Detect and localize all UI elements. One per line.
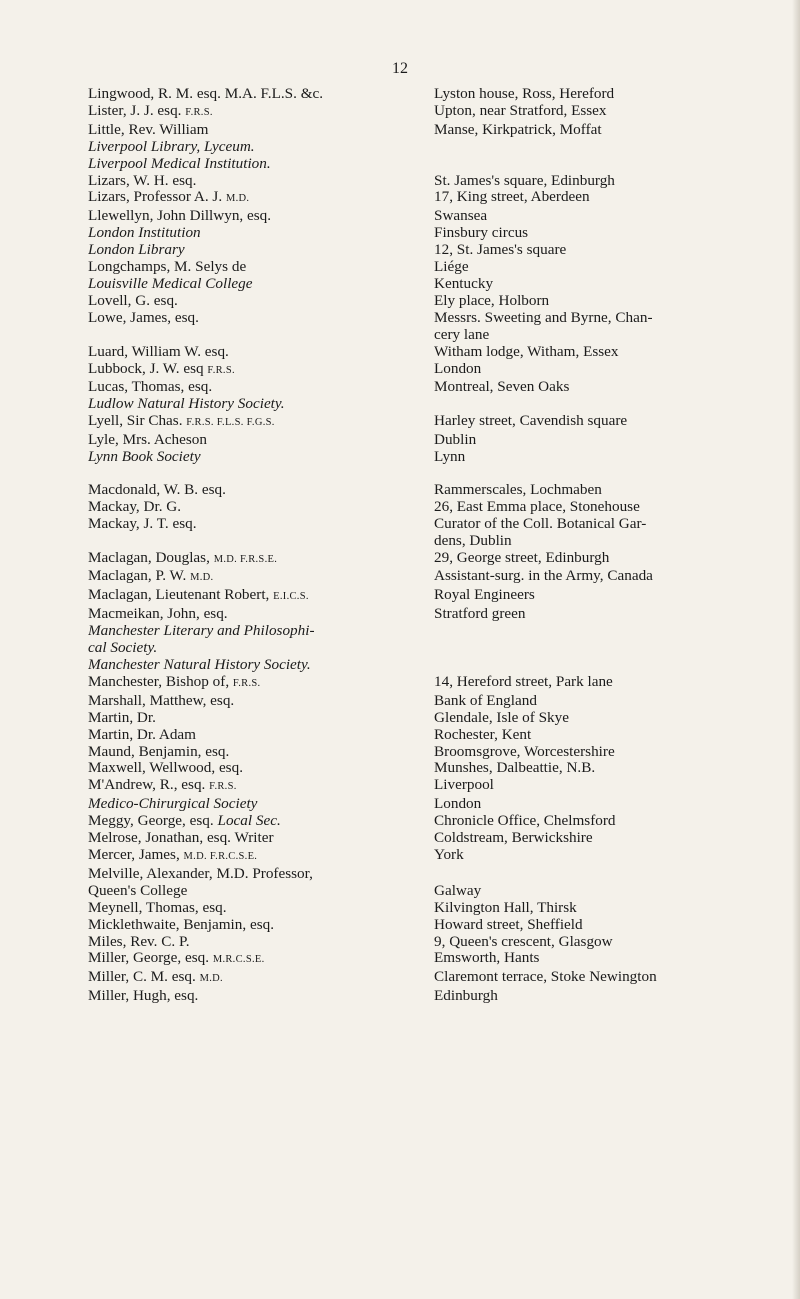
subscriber-name-cell <box>88 969 432 988</box>
subscriber-name: Llewellyn, John Dillwyn, esq. <box>88 208 272 225</box>
subscriber-name-cell <box>88 866 432 883</box>
subscriber-credentials: F.R.S. <box>232 677 261 689</box>
list-item <box>88 379 738 396</box>
subscriber-address: 14, Hereford street, Park lane <box>434 672 613 690</box>
subscriber-name: Lucas, Thomas, esq. <box>88 379 213 396</box>
subscriber-name-cell <box>88 122 432 139</box>
subscriber-name-cell <box>88 950 432 969</box>
subscriber-credentials: M.A. F.L.S. &c. <box>224 86 324 102</box>
subscriber-name-cell <box>88 396 432 413</box>
subscriber-credentials: E.I.C.S. <box>273 591 309 603</box>
subscriber-name: Lowe, James, esq. <box>88 309 199 326</box>
subscriber-address: Lynn <box>434 448 466 466</box>
subscriber-address: Curator of the Coll. Botanical Gar- <box>434 514 647 532</box>
subscriber-name: Miller, C. M. esq. <box>88 969 196 986</box>
list-item <box>88 103 738 122</box>
subscriber-name: Melville, Alexander, <box>88 865 213 882</box>
list-item <box>88 830 738 847</box>
subscriber-name: Melrose, Jonathan, esq. Writer <box>88 830 274 847</box>
subscriber-name-cell <box>88 934 432 951</box>
list-item <box>88 533 738 550</box>
subscriber-name: Maclagan, Douglas, <box>88 549 210 566</box>
subscriber-name-cell <box>88 413 432 432</box>
list-item <box>88 173 738 190</box>
subscriber-address: 29, George street, Edinburgh <box>434 548 610 566</box>
subscriber-name-cell <box>88 847 432 866</box>
subscriber-name: Marshall, Matthew, esq. <box>88 692 235 709</box>
subscriber-credentials: F.R.S. <box>185 106 213 118</box>
subscriber-name: Mackay, J. T. esq. <box>88 515 197 532</box>
subscriber-address: Broomsgrove, Worcestershire <box>434 742 615 760</box>
subscriber-name-cell <box>88 139 432 156</box>
list-item <box>88 432 738 449</box>
subscriber-credentials: F.R.S. <box>209 781 237 793</box>
subscriber-address: 9, Queen's crescent, Glasgow <box>434 932 613 950</box>
subscriber-name: Lizars, Professor A. J. <box>88 189 223 206</box>
subscriber-name-cell <box>88 917 432 934</box>
subscriber-address: Manse, Kirkpatrick, Moffat <box>434 120 602 138</box>
subscriber-name-cell <box>88 208 432 225</box>
subscriber-name-cell <box>88 189 432 208</box>
subscriber-name-cell <box>88 777 432 796</box>
subscriber-name-cell <box>88 499 432 516</box>
subscriber-name: Manchester Natural History Society. <box>88 657 311 673</box>
subscriber-address: Messrs. Sweeting and Byrne, Chan- <box>434 308 653 326</box>
subscriber-credentials: M.D. <box>190 572 214 584</box>
list-item <box>88 276 738 293</box>
list-item <box>88 866 738 883</box>
subscriber-name: London Library <box>88 242 185 259</box>
subscriber-name: Louisville Medical College <box>88 275 253 292</box>
subscriber-address: Witham lodge, Witham, Essex <box>434 342 619 360</box>
subscriber-name-cell <box>88 482 432 499</box>
subscriber-address: Galway <box>434 881 482 899</box>
subscriber-credentials: Local Sec. <box>217 813 281 830</box>
subscriber-name-cell <box>88 225 432 242</box>
list-item <box>88 550 738 569</box>
subscriber-address: Finsbury circus <box>434 224 529 242</box>
list-item <box>88 396 738 413</box>
subscriber-address: Dublin <box>434 431 477 449</box>
subscriber-name-cell <box>88 693 432 710</box>
subscriber-name: Ludlow Natural History Society. <box>88 396 285 413</box>
list-item <box>88 449 738 466</box>
subscriber-name-cell <box>88 344 432 361</box>
subscriber-name-cell <box>88 379 432 396</box>
subscriber-name: Maund, Benjamin, esq. <box>88 743 230 760</box>
subscriber-name: Lyell, Sir Chas. <box>88 413 183 430</box>
subscriber-address: dens, Dublin <box>434 531 512 549</box>
list-item <box>88 674 738 693</box>
subscriber-name: Miller, Hugh, esq. <box>88 988 199 1005</box>
page-number: 12 <box>392 60 408 77</box>
subscriber-address: Glendale, Isle of Skye <box>434 708 569 726</box>
subscriber-name-cell <box>88 173 432 190</box>
subscriber-name: Longchamps, M. Selys de <box>88 259 247 276</box>
list-item <box>88 156 738 173</box>
subscriber-address: Harley street, Cavendish square <box>434 412 628 430</box>
subscriber-name: Macdonald, W. B. esq. <box>88 481 226 498</box>
list-item <box>88 710 738 727</box>
subscriber-name: Manchester Literary and Philosophi- <box>88 623 315 640</box>
subscriber-name: Maclagan, Lieutenant Robert, <box>88 587 270 604</box>
subscriber-address: Stratford green <box>434 605 526 623</box>
subscriber-address: Kilvington Hall, Thirsk <box>434 898 577 916</box>
subscriber-name: Liverpool Library, Lyceum. <box>88 138 255 155</box>
subscriber-name-cell <box>88 432 432 449</box>
list-item <box>88 259 738 276</box>
subscriber-name: M'Andrew, R., esq. <box>88 777 206 794</box>
subscriber-address: Munshes, Dalbeattie, N.B. <box>434 759 596 777</box>
subscriber-name-cell <box>88 587 432 606</box>
subscriber-name-cell <box>88 293 432 310</box>
list-item <box>88 969 738 988</box>
list-item <box>88 327 738 344</box>
list-item <box>88 760 738 777</box>
subscriber-address: St. James's square, Edinburgh <box>434 171 615 189</box>
subscriber-address: Emsworth, Hants <box>434 949 540 967</box>
subscriber-name-cell <box>88 883 432 900</box>
list-item <box>88 189 738 208</box>
subscriber-name-cell <box>88 550 432 569</box>
subscriber-name: Luard, William W. esq. <box>88 343 229 360</box>
subscriber-name-cell <box>88 900 432 917</box>
subscriber-name-cell <box>88 710 432 727</box>
subscriber-address: Swansea <box>434 207 488 225</box>
subscriber-address: 12, St. James's square <box>434 241 567 259</box>
subscriber-credentials: F.R.S. <box>207 364 235 376</box>
subscriber-address: London <box>434 359 482 377</box>
list-item <box>88 587 738 606</box>
list-item <box>88 606 738 623</box>
subscriber-name: Lister, J. J. esq. <box>88 102 182 119</box>
subscriber-name-cell <box>88 259 432 276</box>
subscriber-name-cell <box>88 796 432 813</box>
subscriber-name: Mercer, James, <box>88 846 180 863</box>
subscriber-name: Queen's College <box>88 882 188 899</box>
subscriber-name-cell <box>88 86 432 103</box>
list-item <box>88 744 738 761</box>
subscriber-credentials: M.D. F.R.S.E. <box>213 553 278 565</box>
subscriber-name: Maclagan, P. W. <box>88 568 187 585</box>
subscriber-name: Meynell, Thomas, esq. <box>88 899 227 916</box>
subscriber-name: Lynn Book Society <box>88 449 201 466</box>
subscriber-name: Miles, Rev. C. P. <box>88 933 190 950</box>
subscriber-address: Coldstream, Berwickshire <box>434 829 593 847</box>
list-item <box>88 847 738 866</box>
list-item <box>88 950 738 969</box>
subscriber-address: Claremont terrace, Stoke Newington <box>434 968 657 986</box>
subscriber-name-cell <box>88 988 432 1005</box>
subscriber-address: Rochester, Kent <box>434 725 532 743</box>
list-item <box>88 361 738 380</box>
subscriber-credentials: M.D. Professor, <box>216 865 313 882</box>
list-item <box>88 796 738 813</box>
list-item <box>88 208 738 225</box>
subscriber-address: Upton, near Stratford, Essex <box>434 101 607 119</box>
subscriber-name: Lovell, G. esq. <box>88 292 178 309</box>
subscriber-address: Liverpool <box>434 776 494 794</box>
list-item <box>88 499 738 516</box>
subscriber-name-cell <box>88 830 432 847</box>
list-item <box>88 86 738 103</box>
subscriber-address: Assistant-surg. in the Army, Canada <box>434 567 653 585</box>
subscriber-credentials: M.D. <box>199 973 223 985</box>
list-item <box>88 777 738 796</box>
subscriber-name: Macmeikan, John, esq. <box>88 606 228 623</box>
list-item <box>88 225 738 242</box>
list-item <box>88 900 738 917</box>
subscriber-name-cell <box>88 242 432 259</box>
list-item <box>88 310 738 327</box>
list-item <box>88 988 738 1005</box>
subscriber-address: Edinburgh <box>434 987 498 1005</box>
subscriber-name-cell <box>88 103 432 122</box>
subscriber-name: Manchester, Bishop of, <box>88 673 230 690</box>
subscriber-name: Little, Rev. William <box>88 121 209 138</box>
subscriber-credentials: M.D. <box>225 193 250 205</box>
subscriber-address: Montreal, Seven Oaks <box>434 378 570 396</box>
subscriber-name: Lingwood, R. M. esq. <box>88 86 221 102</box>
subscriber-name: Mackay, Dr. G. <box>88 498 182 515</box>
subscriber-name: Meggy, George, esq. <box>88 813 214 830</box>
subscriber-address: York <box>434 845 464 863</box>
subscriber-name: Micklethwaite, Benjamin, esq. <box>88 916 275 933</box>
subscriber-name-cell <box>88 744 432 761</box>
subscriber-name: Lyle, Mrs. Acheson <box>88 432 207 449</box>
list-item <box>88 568 738 587</box>
subscriber-name-cell <box>88 760 432 777</box>
subscriber-name-cell <box>88 640 432 657</box>
subscriber-address: cery lane <box>434 325 490 343</box>
list-item <box>88 482 738 499</box>
subscriber-address: 17, King street, Aberdeen <box>434 188 590 206</box>
subscriber-name: cal Society. <box>88 640 158 657</box>
list-item <box>88 139 738 156</box>
list-item <box>88 657 738 674</box>
subscriber-name: London Institution <box>88 225 201 242</box>
list-item <box>88 727 738 744</box>
list-item <box>88 344 738 361</box>
subscriber-name-cell <box>88 674 432 693</box>
subscriber-name-cell <box>88 727 432 744</box>
subscriber-name: Maxwell, Wellwood, esq. <box>88 760 243 777</box>
subscriber-name-cell <box>88 310 432 327</box>
subscriber-name: Lizars, W. H. esq. <box>88 172 197 189</box>
list-item <box>88 934 738 951</box>
list-item <box>88 693 738 710</box>
subscriber-name-cell <box>88 449 432 466</box>
subscriber-address: Royal Engineers <box>434 586 535 604</box>
list-item <box>88 122 738 139</box>
subscriber-address: Chronicle Office, Chelmsford <box>434 812 616 830</box>
subscriber-credentials: M.D. F.R.C.S.E. <box>183 850 258 862</box>
subscriber-name: Lubbock, J. W. esq <box>88 360 204 377</box>
subscriber-name-cell <box>88 657 432 674</box>
subscriber-address: Howard street, Sheffield <box>434 915 583 933</box>
subscriber-list <box>88 86 738 1005</box>
subscriber-address: Rammerscales, Lochmaben <box>434 480 602 498</box>
list-item <box>88 623 738 640</box>
list-item <box>88 516 738 533</box>
subscriber-name-cell <box>88 516 432 533</box>
subscriber-address: Liége <box>434 258 469 276</box>
subscriber-name: Martin, Dr. Adam <box>88 726 196 743</box>
subscriber-address: Kentucky <box>434 274 494 292</box>
subscriber-credentials: F.R.S. F.L.S. F.G.S. <box>186 417 275 429</box>
list-item <box>88 883 738 900</box>
page-edge-shadow <box>792 0 800 1299</box>
list-item <box>88 813 738 830</box>
subscriber-credentials: M.R.C.S.E. <box>212 954 265 966</box>
subscriber-name-cell <box>88 156 432 173</box>
list-item <box>88 917 738 934</box>
subscriber-name-cell <box>88 361 432 380</box>
subscriber-name: Martin, Dr. <box>88 709 156 726</box>
subscriber-name: Medico-Chirurgical Society <box>88 796 258 813</box>
list-item <box>88 293 738 310</box>
subscriber-name-cell <box>88 276 432 293</box>
subscriber-name: Liverpool Medical Institution. <box>88 155 271 172</box>
subscriber-name-cell <box>88 606 432 623</box>
subscriber-address: Bank of England <box>434 691 537 709</box>
list-item <box>88 640 738 657</box>
list-item <box>88 242 738 259</box>
subscriber-name: Miller, George, esq. <box>88 950 210 967</box>
subscriber-name-cell <box>88 568 432 587</box>
list-item <box>88 413 738 432</box>
subscriber-address: London <box>434 795 482 813</box>
subscriber-address: 26, East Emma place, Stonehouse <box>434 497 640 515</box>
subscriber-address: Ely place, Holborn <box>434 291 550 309</box>
subscriber-address: Lyston house, Ross, Hereford <box>434 85 615 102</box>
subscriber-name-cell <box>88 623 432 640</box>
subscriber-name-cell <box>88 813 432 830</box>
